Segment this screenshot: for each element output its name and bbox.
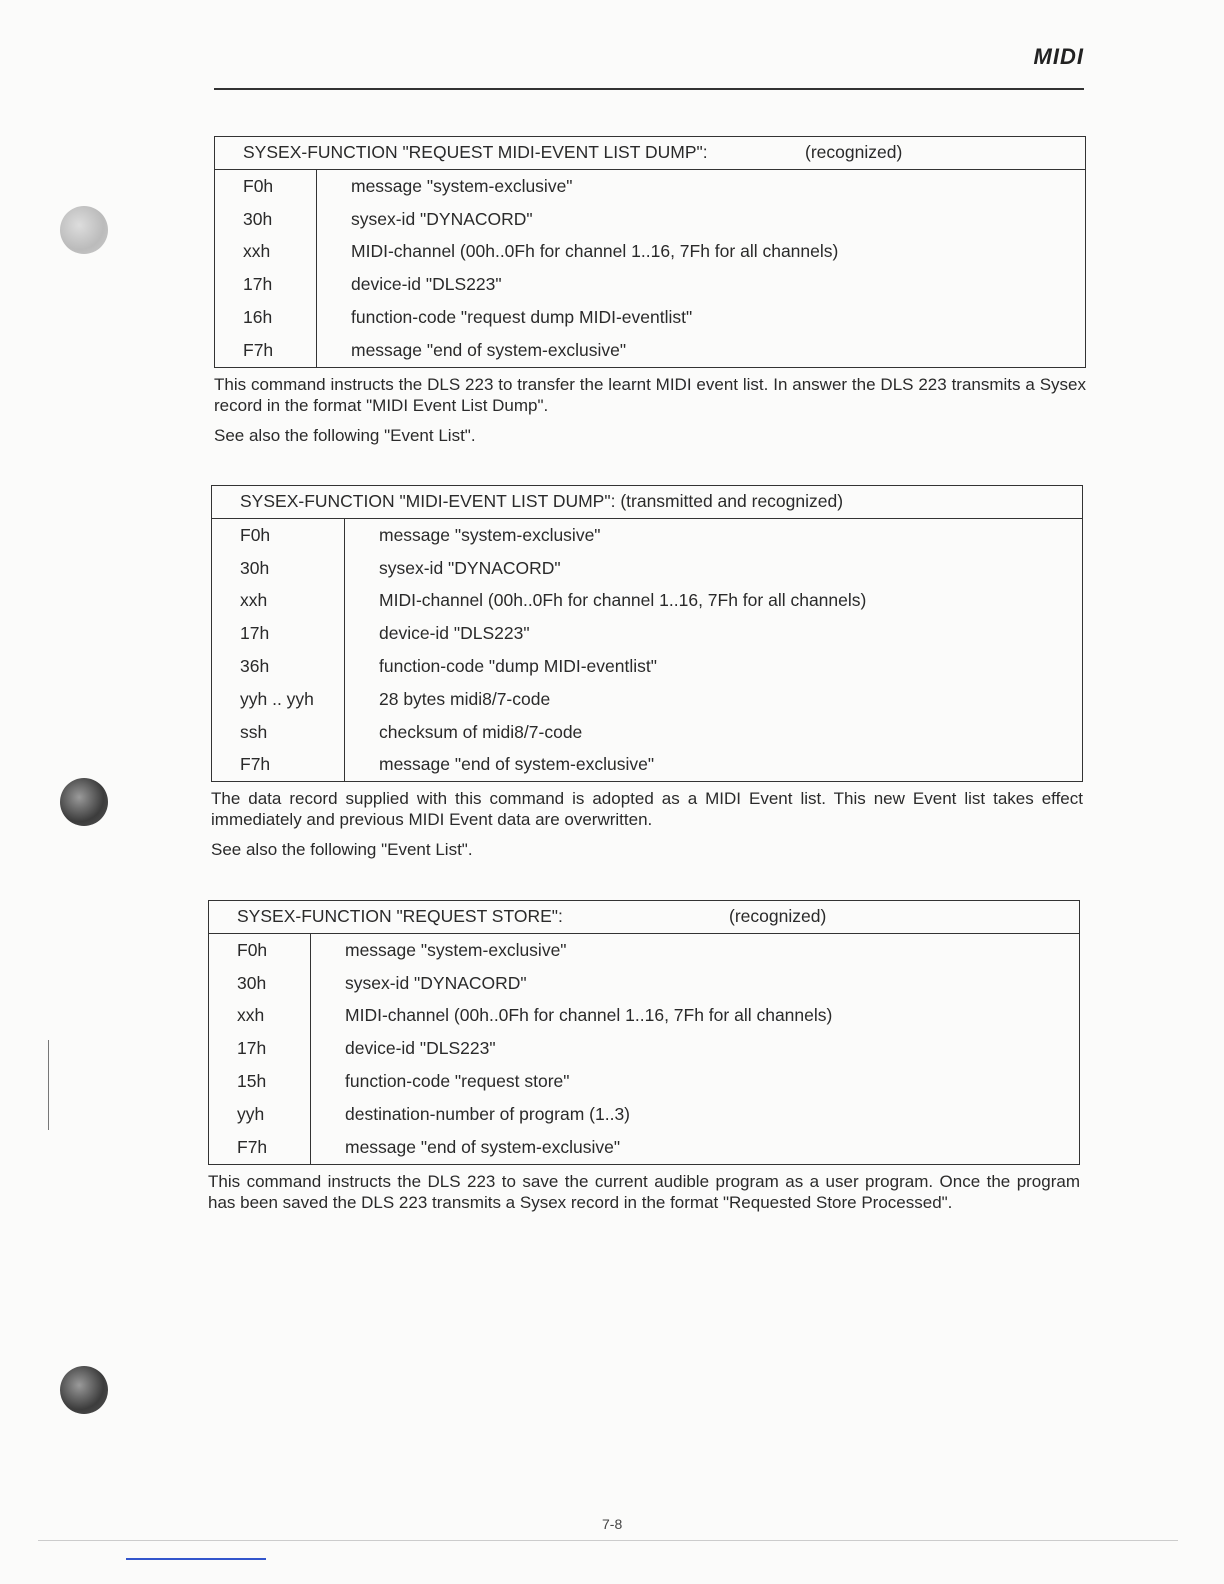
table-row <box>215 334 1086 367</box>
table-row <box>209 1032 1080 1065</box>
table-row <box>215 170 1086 203</box>
byte-code: 15h <box>209 1065 311 1098</box>
byte-code: 30h <box>209 967 311 1000</box>
byte-description: sysex-id "DYNACORD" <box>379 557 561 578</box>
byte-description: destination-number of program (1..3) <box>345 1103 630 1124</box>
byte-description: function-code "request dump MIDI-eventlist" <box>351 307 693 328</box>
byte-code: xxh <box>209 1000 311 1033</box>
sysex-section-eventlist-dump <box>211 485 1083 860</box>
sysex-table-header <box>212 486 1083 519</box>
section-notes <box>214 374 1086 446</box>
byte-code: 36h <box>212 650 345 683</box>
page-header-title: MIDI <box>1033 44 1084 69</box>
byte-description: 28 bytes midi8/7-code <box>379 688 551 709</box>
sysex-table-header <box>209 901 1080 934</box>
byte-description: device-id "DLS223" <box>351 274 502 295</box>
function-label: SYSEX-FUNCTION "MIDI-EVENT LIST DUMP": <box>240 491 616 511</box>
section-notes <box>211 788 1083 860</box>
byte-description: message "system-exclusive" <box>351 175 573 196</box>
punch-hole-middle <box>60 778 108 826</box>
punch-hole-top <box>60 206 108 254</box>
byte-code: xxh <box>215 236 317 269</box>
sysex-section-request-store <box>208 900 1080 1213</box>
byte-description: message "system-exclusive" <box>379 524 601 545</box>
byte-description: sysex-id "DYNACORD" <box>351 208 533 229</box>
byte-code: F7h <box>209 1131 311 1164</box>
table-row <box>215 236 1086 269</box>
byte-description: message "end of system-exclusive" <box>351 339 627 360</box>
page-number: 7-8 <box>602 1516 623 1532</box>
byte-description: device-id "DLS223" <box>345 1038 496 1059</box>
byte-description: device-id "DLS223" <box>379 623 530 644</box>
byte-description: message "end of system-exclusive" <box>345 1136 621 1157</box>
footer-stub-line <box>126 1558 266 1560</box>
byte-code: 17h <box>209 1032 311 1065</box>
byte-description: MIDI-channel (00h..0Fh for channel 1..16, 7Fh for all channels) <box>351 241 839 262</box>
description-paragraph: The data record supplied with this command is adopted as a MIDI Event list. This new Event list takes effect immediately and previous MIDI Event data are overwritten. <box>211 789 1083 830</box>
sysex-table <box>214 136 1086 368</box>
table-row <box>209 934 1080 967</box>
function-status: (transmitted and recognized) <box>620 491 844 511</box>
see-also-paragraph: See also the following "Event List". <box>214 425 476 445</box>
margin-mark <box>48 1040 49 1130</box>
table-row <box>212 683 1083 716</box>
sysex-table <box>211 485 1083 782</box>
sysex-table <box>208 900 1080 1165</box>
byte-code: F7h <box>215 334 317 367</box>
description-paragraph: This command instructs the DLS 223 to transfer the learnt MIDI event list. In answer the DLS 223 transmits a Sysex record in the format "MIDI Event List Dump". <box>214 374 1086 415</box>
byte-description: message "system-exclusive" <box>345 939 567 960</box>
byte-code: F0h <box>209 934 311 967</box>
byte-code: 17h <box>215 268 317 301</box>
table-row <box>212 585 1083 618</box>
table-row <box>212 519 1083 552</box>
section-notes <box>208 1171 1080 1213</box>
byte-description: MIDI-channel (00h..0Fh for channel 1..16, 7Fh for all channels) <box>345 1005 833 1026</box>
byte-code: yyh <box>209 1098 311 1131</box>
byte-code: 17h <box>212 617 345 650</box>
table-row <box>215 268 1086 301</box>
table-row <box>209 1131 1080 1164</box>
byte-code: F0h <box>212 519 345 552</box>
table-row <box>215 301 1086 334</box>
table-row <box>212 650 1083 683</box>
byte-code: 30h <box>215 203 317 236</box>
function-status: (recognized) <box>729 906 827 926</box>
byte-code: ssh <box>212 716 345 749</box>
byte-code: 30h <box>212 552 345 585</box>
see-also-paragraph: See also the following "Event List". <box>211 840 473 860</box>
punch-hole-bottom <box>60 1366 108 1414</box>
byte-description: function-code "request store" <box>345 1071 570 1092</box>
footer-divider <box>38 1540 1178 1541</box>
table-row <box>212 749 1083 782</box>
byte-description: sysex-id "DYNACORD" <box>345 972 527 993</box>
byte-code: yyh .. yyh <box>212 683 345 716</box>
byte-code: F7h <box>212 749 345 782</box>
header-divider <box>214 88 1084 90</box>
table-row <box>209 1098 1080 1131</box>
sysex-table-header <box>215 137 1086 170</box>
table-row <box>209 1000 1080 1033</box>
byte-code: xxh <box>212 585 345 618</box>
table-row <box>215 203 1086 236</box>
table-row <box>212 617 1083 650</box>
byte-code: 16h <box>215 301 317 334</box>
byte-description: message "end of system-exclusive" <box>379 754 655 775</box>
function-label: SYSEX-FUNCTION "REQUEST MIDI-EVENT LIST DUMP": <box>243 142 708 162</box>
function-label: SYSEX-FUNCTION "REQUEST STORE": <box>237 906 563 926</box>
table-row <box>212 716 1083 749</box>
byte-description: MIDI-channel (00h..0Fh for channel 1..16, 7Fh for all channels) <box>379 590 867 611</box>
sysex-section-request-eventlist-dump <box>214 136 1086 446</box>
byte-description: function-code "dump MIDI-eventlist" <box>379 656 657 677</box>
function-status: (recognized) <box>805 142 903 162</box>
description-paragraph: This command instructs the DLS 223 to save the current audible program as a user program. Once the program has been saved the DLS 223 transmits a Sysex record in the format "Requested Store Processed". <box>208 1171 1080 1212</box>
table-row <box>209 967 1080 1000</box>
byte-description: checksum of midi8/7-code <box>379 721 583 742</box>
byte-code: F0h <box>215 170 317 203</box>
table-row <box>209 1065 1080 1098</box>
table-row <box>212 552 1083 585</box>
